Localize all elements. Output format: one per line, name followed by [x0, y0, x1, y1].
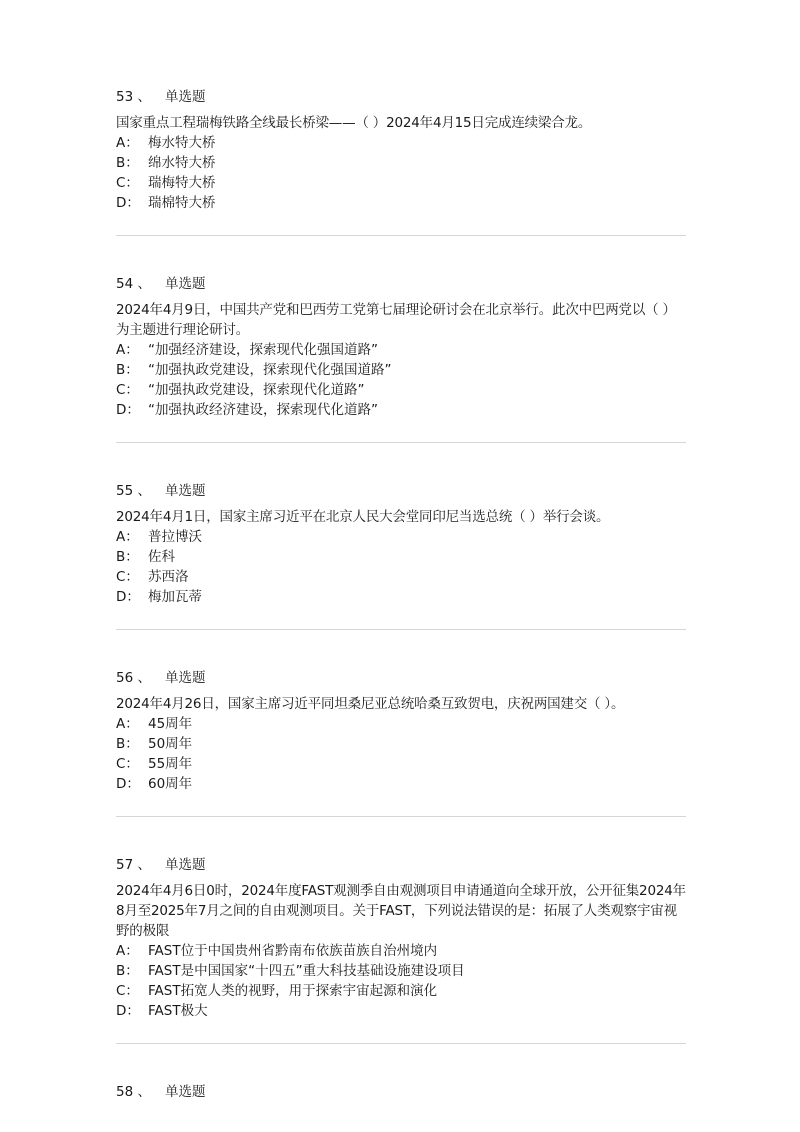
option-text: “加强执政经济建设，探索现代化道路”: [148, 402, 378, 418]
option-text: 瑞棉特大桥: [148, 195, 216, 211]
option-b[interactable]: [116, 734, 686, 754]
option-letter: D：: [116, 776, 140, 792]
option-a[interactable]: [116, 527, 686, 547]
option-text: “加强执政党建设，探索现代化道路”: [148, 382, 365, 398]
option-a[interactable]: [116, 941, 686, 961]
option-letter: B：: [116, 549, 139, 565]
question-56: [116, 668, 686, 817]
option-a[interactable]: [116, 340, 686, 360]
question-header: [116, 668, 686, 688]
option-letter: C：: [116, 569, 139, 585]
question-54: [116, 274, 686, 443]
option-d[interactable]: [116, 587, 686, 607]
question-53: [116, 87, 686, 236]
option-d[interactable]: [116, 193, 686, 213]
question-header: [116, 855, 686, 875]
question-type: 单选题: [164, 670, 206, 686]
option-text: FAST拓宽人类的视野，用于探索宇宙起源和演化: [148, 983, 438, 999]
option-text: “加强执政党建设，探索现代化强国道路”: [148, 362, 392, 378]
question-number: 54 、: [116, 276, 151, 292]
option-letter: B：: [116, 155, 139, 171]
option-a[interactable]: [116, 714, 686, 734]
question-text: 2024年4月6日0时，2024年度FAST观测季自由观测项目申请通道向全球开放，公开征集2024年8月至2025年7月之间的自由观测项目。关于FAST，下列说法错误的是：拓展了人类观察宇宙视野的极限: [116, 883, 686, 939]
option-letter: C：: [116, 175, 139, 191]
question-header: [116, 274, 686, 294]
option-text: 50周年: [148, 736, 193, 752]
question-list: [116, 87, 686, 1108]
option-text: 梅水特大桥: [148, 135, 216, 151]
question-type: 单选题: [164, 89, 206, 105]
option-d[interactable]: [116, 774, 686, 794]
question-text: 2024年4月9日，中国共产党和巴西劳工党第七届理论研讨会在北京举行。此次中巴两党以（ ）为主题进行理论研讨。: [116, 302, 676, 338]
option-text: 绵水特大桥: [148, 155, 216, 171]
option-letter: B：: [116, 736, 139, 752]
option-letter: C：: [116, 983, 139, 999]
option-letter: D：: [116, 402, 140, 418]
option-letter: B：: [116, 362, 139, 378]
option-letter: A：: [116, 342, 139, 358]
option-text: FAST极大: [148, 1003, 208, 1019]
option-text: FAST是中国国家“十四五”重大科技基础设施建设项目: [148, 963, 465, 979]
option-c[interactable]: [116, 981, 686, 1001]
question-number: 53 、: [116, 89, 151, 105]
option-b[interactable]: [116, 961, 686, 981]
option-c[interactable]: [116, 754, 686, 774]
question-header: [116, 481, 686, 501]
question-type: 单选题: [164, 276, 206, 292]
option-b[interactable]: [116, 547, 686, 567]
question-type: 单选题: [164, 483, 206, 499]
option-text: 瑞梅特大桥: [148, 175, 216, 191]
question-text: 2024年4月26日，国家主席习近平同坦桑尼亚总统哈桑互致贺电，庆祝两国建交（ ）。: [116, 696, 625, 712]
option-letter: D：: [116, 1003, 140, 1019]
question-55: [116, 481, 686, 630]
option-text: 60周年: [148, 776, 193, 792]
question-text: 2024年4月1日，国家主席习近平在北京人民大会堂同印尼当选总统（ ）举行会谈。: [116, 509, 610, 525]
option-text: 苏西洛: [148, 569, 189, 585]
option-letter: C：: [116, 756, 139, 772]
option-text: 梅加瓦蒂: [148, 589, 202, 605]
option-d[interactable]: [116, 400, 686, 420]
option-letter: A：: [116, 135, 139, 151]
option-letter: C：: [116, 382, 139, 398]
question-header: [116, 1082, 686, 1102]
option-text: FAST位于中国贵州省黔南布依族苗族自治州境内: [148, 943, 438, 959]
option-letter: D：: [116, 195, 140, 211]
option-text: 55周年: [148, 756, 193, 772]
option-letter: A：: [116, 529, 139, 545]
option-text: 45周年: [148, 716, 193, 732]
option-b[interactable]: [116, 360, 686, 380]
option-c[interactable]: [116, 380, 686, 400]
question-type: 单选题: [164, 1084, 206, 1100]
option-text: “加强经济建设，探索现代化强国道路”: [148, 342, 378, 358]
option-c[interactable]: [116, 173, 686, 193]
question-text: 国家重点工程瑞梅铁路全线最长桥梁——（ ）2024年4月15日完成连续梁合龙。: [116, 115, 592, 131]
option-letter: D：: [116, 589, 140, 605]
question-type: 单选题: [164, 857, 206, 873]
option-d[interactable]: [116, 1001, 686, 1021]
question-number: 56 、: [116, 670, 151, 686]
option-a[interactable]: [116, 133, 686, 153]
question-number: 58 、: [116, 1084, 151, 1100]
option-text: 佐科: [148, 549, 175, 565]
question-57: [116, 855, 686, 1044]
option-letter: A：: [116, 943, 139, 959]
option-b[interactable]: [116, 153, 686, 173]
option-letter: A：: [116, 716, 139, 732]
question-number: 57 、: [116, 857, 151, 873]
option-letter: B：: [116, 963, 139, 979]
option-c[interactable]: [116, 567, 686, 587]
question-number: 55 、: [116, 483, 151, 499]
option-text: 普拉博沃: [148, 529, 202, 545]
question-header: [116, 87, 686, 107]
question-58: [116, 1082, 686, 1102]
